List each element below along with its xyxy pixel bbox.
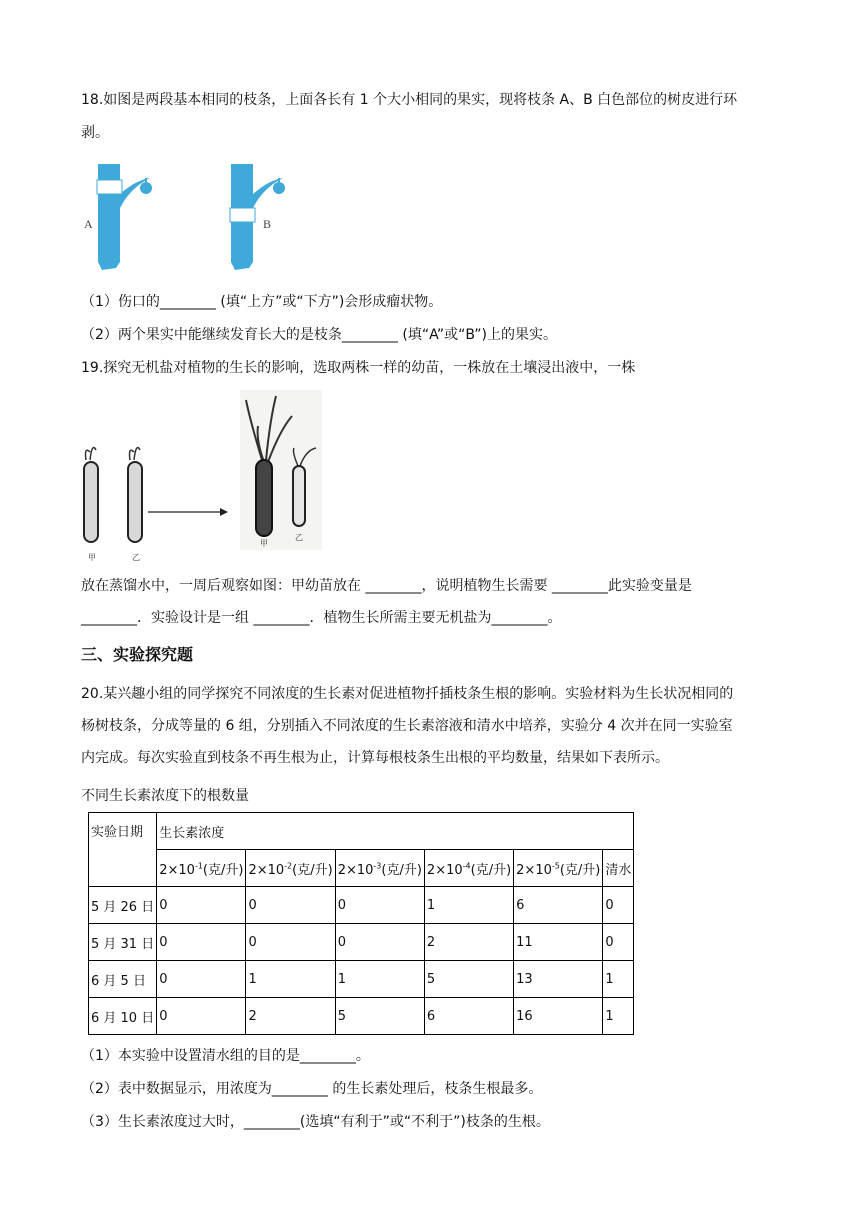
label-a: A xyxy=(84,217,93,231)
q19-cont-line1: 放在蒸馏水中，一周后观察如图：甲幼苗放在 ________，说明植物生长需要 ________此实验变量是 xyxy=(81,578,692,594)
seedling-figure xyxy=(80,390,330,570)
table-row xyxy=(89,924,634,961)
date-cell: 5 月 31 日 xyxy=(89,924,157,961)
branch-figure xyxy=(78,158,308,273)
q20-stem-line1: 20.某兴趣小组的同学探究不同浓度的生长素对促进植物扦插枝条生根的影响。实验材料为生长状况相同的 xyxy=(81,686,734,702)
q20-stem-line2: 杨树枝条，分成等量的 6 组，分别插入不同浓度的生长素溶液和清水中培养，实验分 4 次并在同一实验室 xyxy=(81,718,733,734)
value-cell: 0 xyxy=(603,887,634,924)
table-row xyxy=(89,961,634,998)
column-header: $2\times 10^{-4}$(克/升) xyxy=(424,850,513,887)
label-b: B xyxy=(263,217,272,231)
header-date: 实验日期 xyxy=(89,813,157,887)
value-cell: 1 xyxy=(424,887,513,924)
value-cell: 1 xyxy=(603,961,634,998)
label-jia-right: 甲 xyxy=(260,539,268,548)
branch-b xyxy=(230,164,285,270)
section-title: 三、实验探究题 xyxy=(81,645,194,664)
label-yi-right: 乙 xyxy=(295,533,303,542)
value-cell: 0 xyxy=(246,887,335,924)
q19-stem: 19.探究无机盐对植物的生长的影响，选取两株一样的幼苗，一株放在土壤浸出液中，一株 xyxy=(81,360,636,376)
value-cell: 1 xyxy=(246,961,335,998)
q20-stem-line3: 内完成。每次实验直到枝条不再生根为止，计算每根枝条生出根的平均数量，结果如下表所示。 xyxy=(81,750,669,766)
tube-jia-before xyxy=(84,448,98,542)
column-header: $2\times 10^{-2}$(克/升) xyxy=(246,850,335,887)
value-cell: 6 xyxy=(424,998,513,1035)
value-cell: 0 xyxy=(157,961,246,998)
date-cell: 5 月 26 日 xyxy=(89,887,157,924)
value-cell: 1 xyxy=(335,961,424,998)
value-cell: 6 xyxy=(514,887,603,924)
label-yi-left: 乙 xyxy=(132,553,140,562)
value-cell: 5 xyxy=(424,961,513,998)
value-cell: 0 xyxy=(335,924,424,961)
tube-yi-before xyxy=(128,448,142,542)
column-header: $2\times 10^{-1}$(克/升) xyxy=(157,850,246,887)
q20-sub2: （2）表中数据显示，用浓度为________ 的生长素处理后，枝条生根最多。 xyxy=(81,1081,543,1097)
q18-stem-line1: 18.如图是两段基本相同的枝条，上面各长有 1 个大小相同的果实，现将枝条 A、B 白色部位的树皮进行环 xyxy=(81,92,738,108)
value-cell: 5 xyxy=(335,998,424,1035)
value-cell: 1 xyxy=(603,998,634,1035)
arrow-head xyxy=(220,508,228,516)
q18-sub2: （2）两个果实中能继续发育长大的是枝条________ (填“A”或“B”)上的果实。 xyxy=(81,327,557,343)
column-header: $2\times 10^{-5}$(克/升) xyxy=(514,850,603,887)
date-cell: 6 月 10 日 xyxy=(89,998,157,1035)
table-column-header-row xyxy=(89,850,634,887)
value-cell: 16 xyxy=(514,998,603,1035)
q19-cont-line2: ________．实验设计是一组 ________．植物生长所需主要无机盐为________。 xyxy=(81,610,562,626)
branch-a xyxy=(97,164,152,270)
value-cell: 2 xyxy=(246,998,335,1035)
value-cell: 13 xyxy=(514,961,603,998)
value-cell: 0 xyxy=(157,924,246,961)
column-header: 清水 xyxy=(603,850,634,887)
table-header-row xyxy=(89,813,634,850)
table-caption: 不同生长素浓度下的根数量 xyxy=(81,788,249,804)
q20-sub3: （3）生长素浓度过大时，________(选填“有利于”或“不利于”)枝条的生根。 xyxy=(81,1114,550,1130)
value-cell: 0 xyxy=(246,924,335,961)
q18-stem-line2: 剥。 xyxy=(81,125,109,141)
value-cell: 11 xyxy=(514,924,603,961)
column-header: $2\times 10^{-3}$(克/升) xyxy=(335,850,424,887)
value-cell: 0 xyxy=(603,924,634,961)
value-cell: 0 xyxy=(157,887,246,924)
table-row xyxy=(89,887,634,924)
value-cell: 2 xyxy=(424,924,513,961)
date-cell: 6 月 5 日 xyxy=(89,961,157,998)
label-jia-left: 甲 xyxy=(88,553,96,562)
table-row xyxy=(89,998,634,1035)
value-cell: 0 xyxy=(157,998,246,1035)
q18-sub1: （1）伤口的________ (填“上方”或“下方”)会形成瘤状物。 xyxy=(81,294,443,310)
q20-sub1: （1）本实验中设置清水组的目的是________。 xyxy=(81,1048,370,1064)
header-group: 生长素浓度 xyxy=(157,813,634,850)
table-body xyxy=(89,887,634,1035)
value-cell: 0 xyxy=(335,887,424,924)
root-count-table xyxy=(88,812,634,1035)
